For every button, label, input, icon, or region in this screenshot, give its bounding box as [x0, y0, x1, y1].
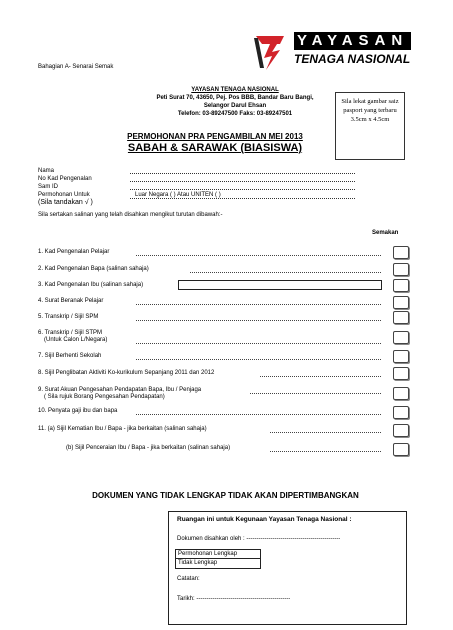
verified-by[interactable]: Dokumen disahkan oleh : ----------------------------------------------- [177, 536, 341, 542]
checklist-item-10: 10. Penyata gaji ibu dan bapa [38, 408, 118, 414]
tick-instruction: (Sila tandakan √ ) [38, 199, 93, 206]
checklist-item-1: 1. Kad Pengenalan Pelajar [38, 249, 110, 255]
checklist-line-5 [136, 320, 381, 321]
checkbox-11b[interactable] [393, 443, 409, 456]
checklist-line-9 [250, 393, 381, 394]
checklist-item-9: 9. Surat Akuan Pengesahan Pendapatan Bapa, Ibu / Penjaga [38, 387, 202, 393]
checklist-line-11a [270, 432, 381, 433]
form-subtitle: SABAH & SARAWAK (BIASISWA) [127, 142, 303, 154]
label-ic: No Kad Pengenalan [38, 176, 92, 182]
checklist-item-7: 7. Sijil Berhenti Sekolah [38, 353, 102, 359]
checklist-item-4: 4. Surat Beranak Pelajar [38, 298, 104, 304]
address-block [100, 86, 370, 118]
checklist-item-11a: 11. (a) Sijil Kematian Ibu / Bapa - jika berkaitan (salinan sahaja) [38, 426, 207, 432]
incomplete-warning: DOKUMEN YANG TIDAK LENGKAP TIDAK AKAN DIPERTIMBANGKAN [92, 491, 359, 500]
checkbox-9[interactable] [393, 387, 409, 400]
checklist-line-4 [136, 304, 381, 305]
checklist-item-8: 8. Sijil Penglibatan Aktiviti Ko-kurikulum Sepanjang 2011 dan 2012 [38, 370, 215, 376]
checklist-item-9-note: ( Sila rujuk Borang Pengesahan Pendapatan) [44, 394, 165, 400]
field-ic[interactable] [130, 181, 355, 182]
checklist-item-6: 6. Transkrip / Sijil STPM [38, 330, 103, 336]
instruction-text: Sila sertakan salinan yang telah disahkan mengikut turutan dibawah:- [38, 212, 223, 218]
checkbox-1[interactable] [393, 246, 409, 259]
checkbox-10[interactable] [393, 406, 409, 419]
office-heading: Ruangan ini untuk Kegunaan Yayasan Tenaga Nasional : [177, 516, 352, 523]
checklist-line-8 [260, 376, 381, 377]
checkbox-11a[interactable] [393, 424, 409, 437]
checklist-item-5: 5. Transkrip / Sijil SPM [38, 314, 99, 320]
field-apply-for [130, 198, 355, 199]
logo-top-text: YAYASAN [294, 32, 411, 50]
status-box [175, 549, 261, 569]
checkbox-3[interactable] [393, 279, 409, 292]
address-line-2: Selangor Darul Ehsan [203, 103, 267, 109]
apply-options[interactable]: Luar Negara ( ) Atau UNITEN ( ) [135, 192, 221, 198]
form-title: PERMOHONAN PRA PENGAMBILAN MEI 2013 [127, 132, 303, 141]
checklist-line-11b [270, 451, 381, 452]
logo [250, 32, 420, 72]
checklist-line-1 [136, 255, 381, 256]
checkbox-7[interactable] [393, 350, 409, 363]
org-name: YAYASAN TENAGA NASIONAL [191, 87, 279, 93]
semakan-heading: Semakan [372, 230, 399, 236]
checklist-line-10 [136, 414, 381, 415]
field-sam-id[interactable] [130, 189, 355, 190]
photo-box: Sila lekat gambar saiz pasport yang terbaru 3.5cm x 4.5cm [335, 92, 405, 160]
checkbox-8[interactable] [393, 367, 409, 380]
status-incomplete[interactable]: Tidak Lengkap [178, 560, 218, 566]
checkbox-2[interactable] [393, 263, 409, 276]
phone-fax: Telefon: 03-89247500 Faks: 03-89247501 [177, 111, 293, 117]
label-apply-for: Permohonan Untuk [38, 192, 90, 198]
date-field[interactable]: Tarikh: ----------------------------------------------- [177, 596, 291, 602]
section-label: Bahagian A- Senarai Semak [38, 64, 114, 70]
label-nama: Nama [38, 168, 55, 174]
tnb-logo-icon [250, 32, 290, 72]
checklist-item-3: 3. Kad Pengenalan Ibu (salinan sahaja) [38, 282, 144, 288]
checkbox-4[interactable] [393, 296, 409, 309]
checkbox-6[interactable] [393, 331, 409, 344]
checkbox-5[interactable] [393, 311, 409, 324]
checklist-item-6-note: (Untuk Calon L/Negara) [44, 337, 108, 343]
checklist-item-2: 2. Kad Pengenalan Bapa (salinan sahaja) [38, 266, 149, 272]
checklist-field-3[interactable] [178, 280, 382, 290]
checklist-line-2 [190, 272, 381, 273]
checklist-item-11b: (b) Sijil Penceraian Ibu / Bapa - jika berkaitan (salinan sahaja) [66, 445, 231, 451]
logo-bottom-text: TENAGA NASIONAL [294, 52, 411, 66]
address-line-1: Peti Surat 70, 43650, Pej. Pos BBB, Bandar Baru Bangi, [156, 95, 314, 101]
notes-label: Catatan: [177, 576, 200, 582]
field-nama[interactable] [130, 173, 355, 174]
label-sam-id: Sam ID [38, 184, 59, 190]
status-complete[interactable]: Permohonan Lengkap [176, 550, 260, 559]
office-use-box [168, 511, 407, 625]
checklist-line-6 [136, 343, 381, 344]
checklist-line-7 [136, 359, 381, 360]
